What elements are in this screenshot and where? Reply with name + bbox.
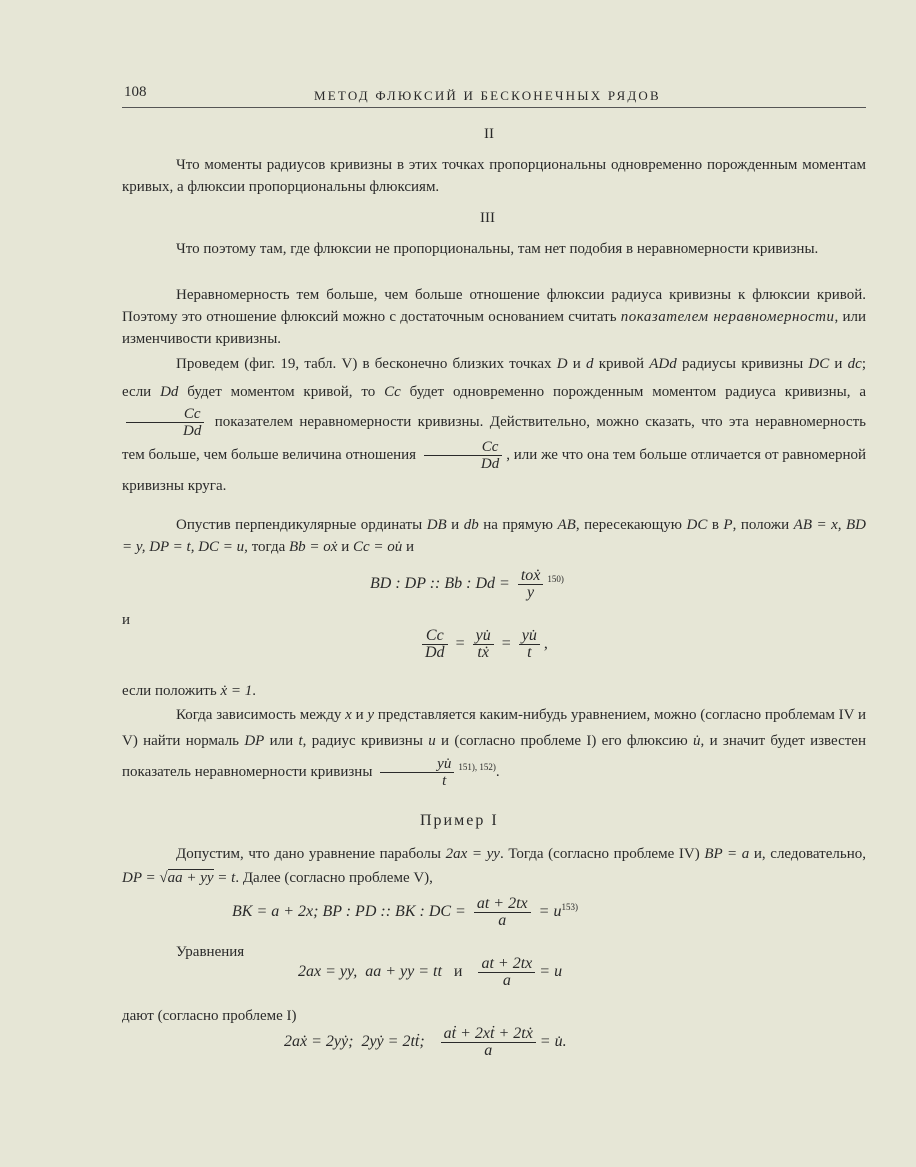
equations-label: Уравнения: [176, 944, 245, 960]
conjunction-and: и: [122, 612, 131, 628]
fraction-cc-dd-2: $\frac{Cc}{Dd}$: [424, 439, 502, 472]
equation-fluxions: 2aẋ = 2yẏ; 2yẏ = 2tṫ; $\frac{\text{aṫ + 2xṫ + 2tẋ}}{a}$ = u̇.: [284, 1025, 567, 1059]
emphasis-indicator: показателем неравномерности: [620, 309, 835, 325]
section-numeral-2: II: [484, 126, 494, 142]
fraction-yu-t: $\frac{yu̇}{t}$: [380, 756, 454, 789]
section-3-text: Что поэтому там, где флюксии не пропорциональны, там нет подобия в неравномерности кривизны.: [176, 241, 819, 257]
fraction-cc-dd: $\frac{Cc}{Dd}$: [126, 406, 204, 439]
paragraph-set-x: если положить ẋ = 1.: [122, 683, 256, 699]
example-heading: Пример I: [420, 812, 499, 829]
paragraph-unevenness: Неравномерность тем больше, чем больше отношение флюксии радиуса кривизны к флюксии кривой. Поэтому это отношение флюксий можно с достаточным основанием считать показателем неравномерности, или изменчивости кривизны.: [122, 287, 866, 347]
header-rule: [122, 107, 866, 108]
paragraph-parabola: Допустим, что дано уравнение параболы 2ax = yy. Тогда (согласно проблеме IV) BP = a и, следовательно, DP = √aa + yy = t. Далее (согласно проблеме V),: [122, 846, 866, 886]
paragraph-ordinates: Опустив перпендикулярные ординаты DB и db на прямую AB, пересекающую DC в P, положи AB = x, BD = y, DP = t, DC = u, тогда Bb = oẋ и Cc = ou̇ и: [122, 517, 866, 555]
equation-bd-dp: BD : DP :: Bb : Dd = $\frac{\text{toẋ}}{y}$ $^{150)}$: [370, 567, 564, 601]
section-2-text: Что моменты радиусов кривизны в этих точках пропорциональны одновременно порожденным моментам кривых, а флюксии пропорциональны флюксиям.: [122, 157, 866, 195]
paragraph-radii: Проведем (фиг. 19, табл. V) в бесконечно близких точках D и d кривой ADd радиусы кривизны DC и dc; если Dd будет моментом кривой, то Cc будет одновременно порожденным моментом радиуса кривизны, а $\frac{Cc}{Dd}$ показателем неравномерности кривизны. Действительно, можно сказать, что эта неравномерность тем больше, чем больше величина отношения $\frac{Cc}{Dd}$ , или же что она тем больше отличается от равномерной кривизны круга.: [122, 356, 867, 494]
page-number: 108: [124, 84, 147, 100]
running-title: МЕТОД ФЛЮКСИЙ И БЕСКОНЕЧНЫХ РЯДОВ: [314, 88, 661, 103]
equation-cc-dd: $\frac{Cc}{Dd}$ = $\frac{yu̇}{\text{tẋ}}$ = $\frac{yu̇}{t}$ ,: [418, 628, 548, 661]
equation-system: 2ax = yy, aa + yy = tt и $\frac{at + 2tx}{a}$ = u: [298, 955, 563, 989]
paragraph-dependence: Когда зависимость между x и y представляется каким-нибудь уравнением, можно (согласно проблемам IV и V) найти нормаль DP или t, радиус кривизны u и (согласно проблеме I) его флюксию u̇, и значит будет известен показатель неравномерности кривизны $\frac{yu̇}{t}$ $^{151), 152)}$.: [122, 707, 866, 790]
section-numeral-3: III: [480, 210, 495, 226]
equation-bk: BK = a + 2x; BP : PD :: BK : DC = $\frac{at + 2tx}{a}$ = u$^{153)}$: [232, 895, 578, 929]
give-text: дают (согласно проблеме I): [122, 1008, 297, 1024]
